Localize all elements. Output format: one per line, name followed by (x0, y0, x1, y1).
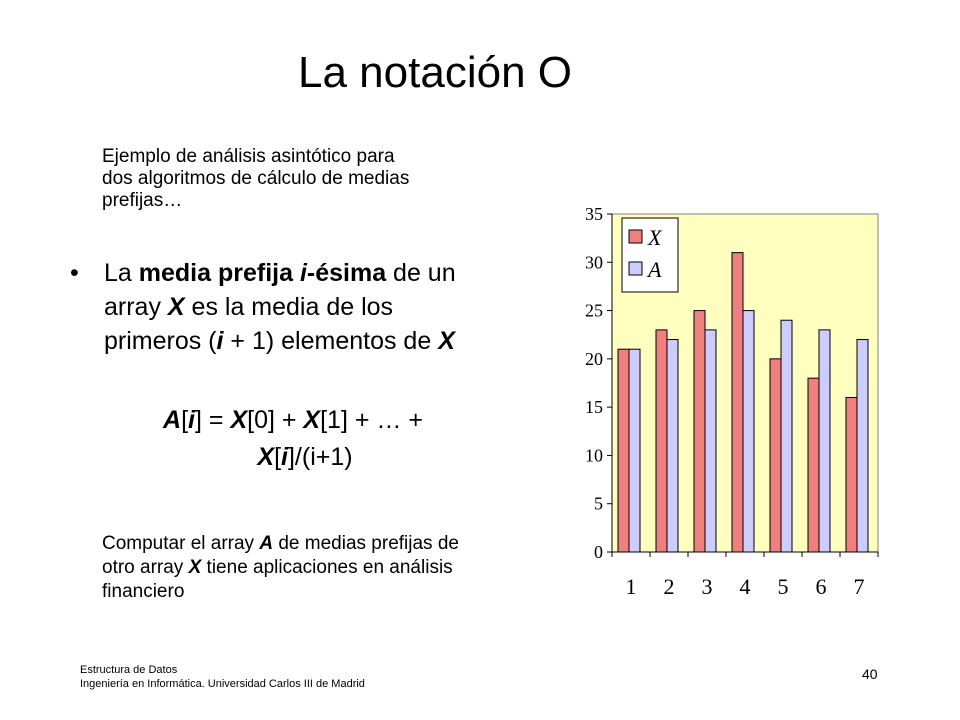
bar-x-5 (770, 359, 781, 552)
bar-a-6 (819, 330, 830, 552)
x-tick-label: 7 (853, 574, 865, 599)
formula-part: [ (181, 406, 189, 434)
formula-line (70, 439, 480, 476)
bar-chart-svg (540, 196, 900, 616)
compute-part: tiene aplicaciones en análisis financiero (102, 557, 453, 602)
legend-label-a: A (648, 257, 662, 282)
formula-part: i (281, 443, 288, 471)
formula-part: ] = (195, 406, 231, 434)
compute-text (102, 532, 482, 604)
formula-part: X (303, 406, 321, 434)
bar-x-6 (808, 378, 819, 552)
y-tick-label: 5 (594, 493, 603, 514)
page-number: 40 (862, 666, 878, 682)
compute-part: Computar el array (102, 533, 260, 554)
x-tick-label: 4 (739, 574, 751, 599)
y-tick-label: 25 (585, 300, 603, 321)
formula-part: i (188, 406, 195, 434)
formula-part: [1] + … + (320, 406, 423, 434)
legend-swatch-a (629, 262, 642, 275)
bullet-part: + 1) elementos de (223, 327, 439, 355)
bullet-part: es la media de los primeros ( (104, 293, 394, 355)
bar-a-3 (705, 330, 716, 552)
x-tick-label: 5 (777, 574, 789, 599)
intro-line: dos algoritmos de cálculo de medias (102, 168, 410, 189)
bar-x-4 (732, 253, 743, 552)
formula (70, 402, 480, 476)
bar-x-2 (656, 330, 667, 552)
bullet-term-suffix: -ésima (306, 259, 387, 287)
x-tick-label: 1 (625, 574, 637, 599)
bar-a-2 (667, 340, 678, 552)
formula-part: X (257, 443, 275, 471)
y-tick-label: 30 (585, 252, 603, 273)
y-tick-label: 10 (585, 445, 603, 466)
formula-part: A (163, 406, 182, 434)
y-tick-label: 0 (594, 542, 603, 562)
bullet-point (70, 256, 480, 358)
formula-part: [0] + (247, 406, 304, 434)
formula-part: [ (274, 443, 282, 471)
bullet-icon: • (70, 259, 79, 287)
compute-var-x: X (188, 557, 202, 578)
formula-part: X (230, 406, 248, 434)
y-tick-label: 15 (585, 397, 603, 418)
compute-part: de medias prefijas de otro array (102, 533, 459, 578)
bullet-var-i: i (299, 259, 307, 287)
bullet-var-x: X (167, 293, 185, 321)
compute-var-a: A (259, 533, 274, 554)
y-tick-label: 20 (585, 348, 603, 369)
bar-x-1 (618, 349, 629, 552)
bar-a-5 (781, 320, 792, 552)
bullet-var-x: X (438, 327, 455, 355)
bar-a-7 (857, 340, 868, 552)
formula-part: ]/(i+1) (287, 443, 353, 471)
intro-line: prefijas… (102, 190, 183, 211)
legend-swatch-x (629, 230, 642, 243)
bullet-var-i: i (216, 327, 224, 355)
bar-x-7 (846, 397, 857, 552)
x-tick-label: 2 (663, 574, 675, 599)
formula-line (70, 402, 480, 439)
bar-x-3 (694, 311, 705, 552)
intro-text (102, 146, 502, 212)
intro-line: Ejemplo de análisis asintótico para (102, 146, 395, 167)
bullet-text (104, 256, 480, 358)
bar-a-1 (629, 349, 640, 552)
legend-label-x: X (648, 225, 662, 250)
bar-a-4 (743, 311, 754, 552)
footer-course: Estructura de Datos (80, 664, 178, 676)
x-tick-label: 3 (701, 574, 713, 599)
bullet-term: media prefija (138, 259, 300, 287)
slide-title: La notación O (298, 48, 572, 97)
bullet-part: de un array (104, 259, 456, 321)
footer (80, 663, 365, 691)
bar-chart (540, 196, 900, 616)
footer-institution: Ingeniería en Informática. Universidad Carlos III de Madrid (80, 678, 365, 690)
x-tick-label: 6 (815, 574, 827, 599)
bullet-part: La (104, 259, 139, 287)
y-tick-label: 35 (585, 204, 603, 224)
